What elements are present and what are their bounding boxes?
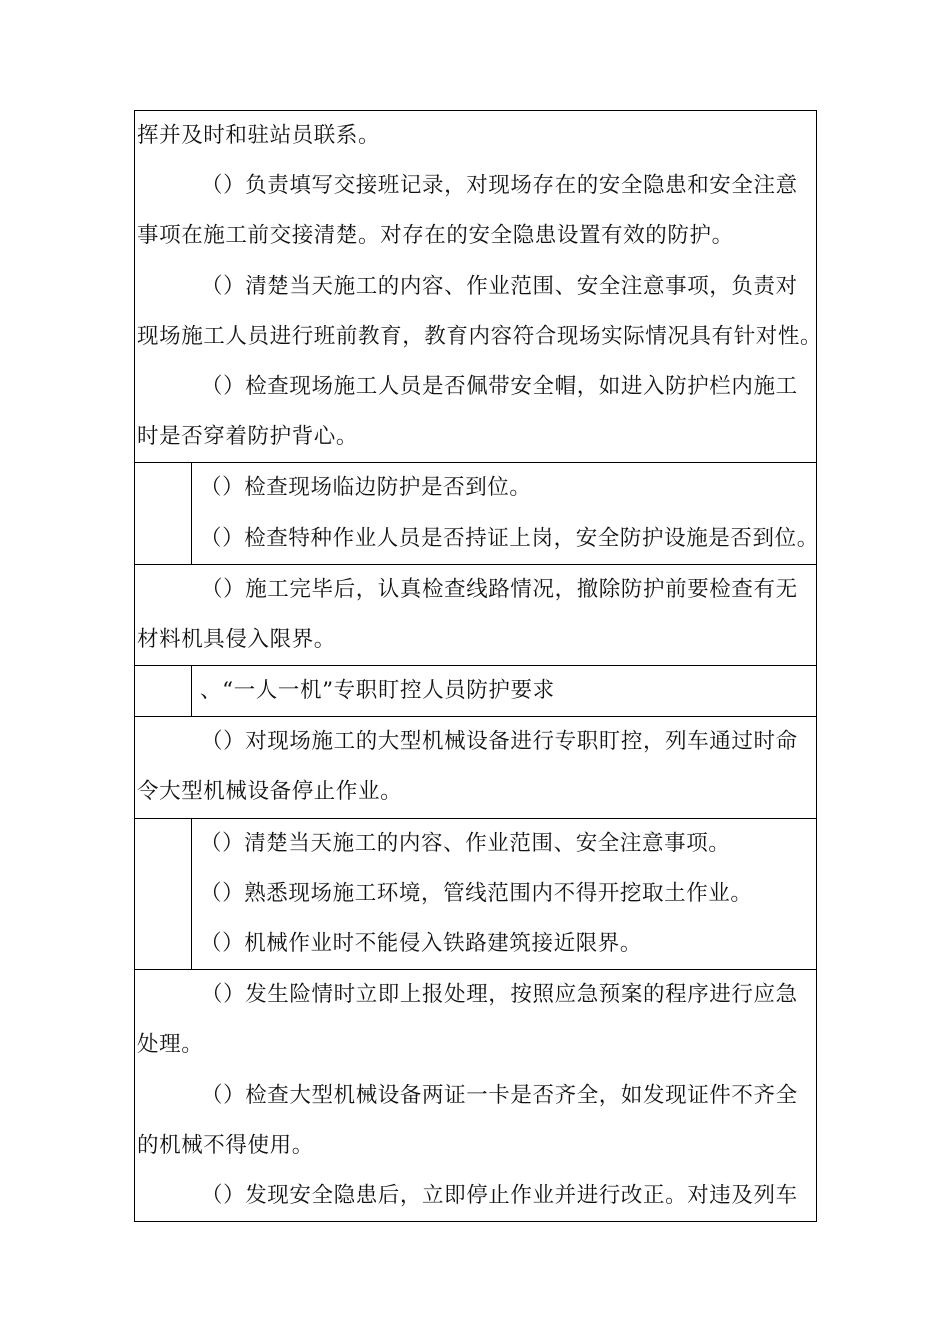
text-line: （）清楚当天施工的内容、作业范围、安全注意事项。 <box>200 830 731 856</box>
text-line: （）发现安全隐患后，立即停止作业并进行改正。对违及列车 <box>201 1182 798 1208</box>
text-line: （）检查特种作业人员是否持证上岗，安全防护设施是否到位。 <box>200 525 819 551</box>
text-line: （）检查现场临边防护是否到位。 <box>200 475 532 501</box>
text-line: （）熟悉现场施工环境，管线范围内不得开挖取土作业。 <box>200 880 753 906</box>
section-heading-row <box>134 665 817 716</box>
text-line: 现场施工人员进行班前教育，教育内容符合现场实际情况具有针对性。 <box>137 323 823 349</box>
table-cell-completion-check <box>134 564 817 665</box>
text-line: （）机械作业时不能侵入铁路建筑接近限界。 <box>200 931 643 956</box>
text-line: 事项在施工前交接清楚。对存在的安全隐患设置有效的防护。 <box>137 223 734 249</box>
table-cell-shift-duties <box>134 110 823 462</box>
text-line: （）检查现场施工人员是否佩带安全帽，如进入防护栏内施工 <box>201 373 798 399</box>
table-cell-machine-monitoring <box>134 716 817 817</box>
table-cell-site-awareness <box>134 818 817 970</box>
table-cell-emergency-handling <box>134 969 817 1222</box>
section-heading: 、“一人一机”专职盯控人员防护要求 <box>200 678 555 704</box>
document-table <box>134 110 823 1222</box>
text-line: 的机械不得使用。 <box>137 1132 314 1158</box>
text-line: （）检查大型机械设备两证一卡是否齐全，如发现证件不齐全 <box>201 1082 798 1108</box>
text-line: 材料机具侵入限界。 <box>137 626 336 652</box>
text-line: 处理。 <box>137 1032 204 1058</box>
text-line: （）发生险情时立即上报处理，按照应急预案的程序进行应急 <box>201 982 798 1008</box>
text-line: （）施工完毕后，认真检查线路情况，撤除防护前要检查有无 <box>201 576 798 602</box>
text-line: 令大型机械设备停止作业。 <box>137 779 403 805</box>
table-cell-edge-protection <box>134 462 817 563</box>
text-line: 挥并及时和驻站员联系。 <box>137 123 381 148</box>
text-line: （）清楚当天施工的内容、作业范围、安全注意事项，负责对 <box>201 273 798 299</box>
text-line: 时是否穿着防护背心。 <box>137 424 359 450</box>
text-line: （）负责填写交接班记录，对现场存在的安全隐患和安全注意 <box>201 173 798 199</box>
text-line: （）对现场施工的大型机械设备进行专职盯控，列车通过时命 <box>201 729 798 755</box>
